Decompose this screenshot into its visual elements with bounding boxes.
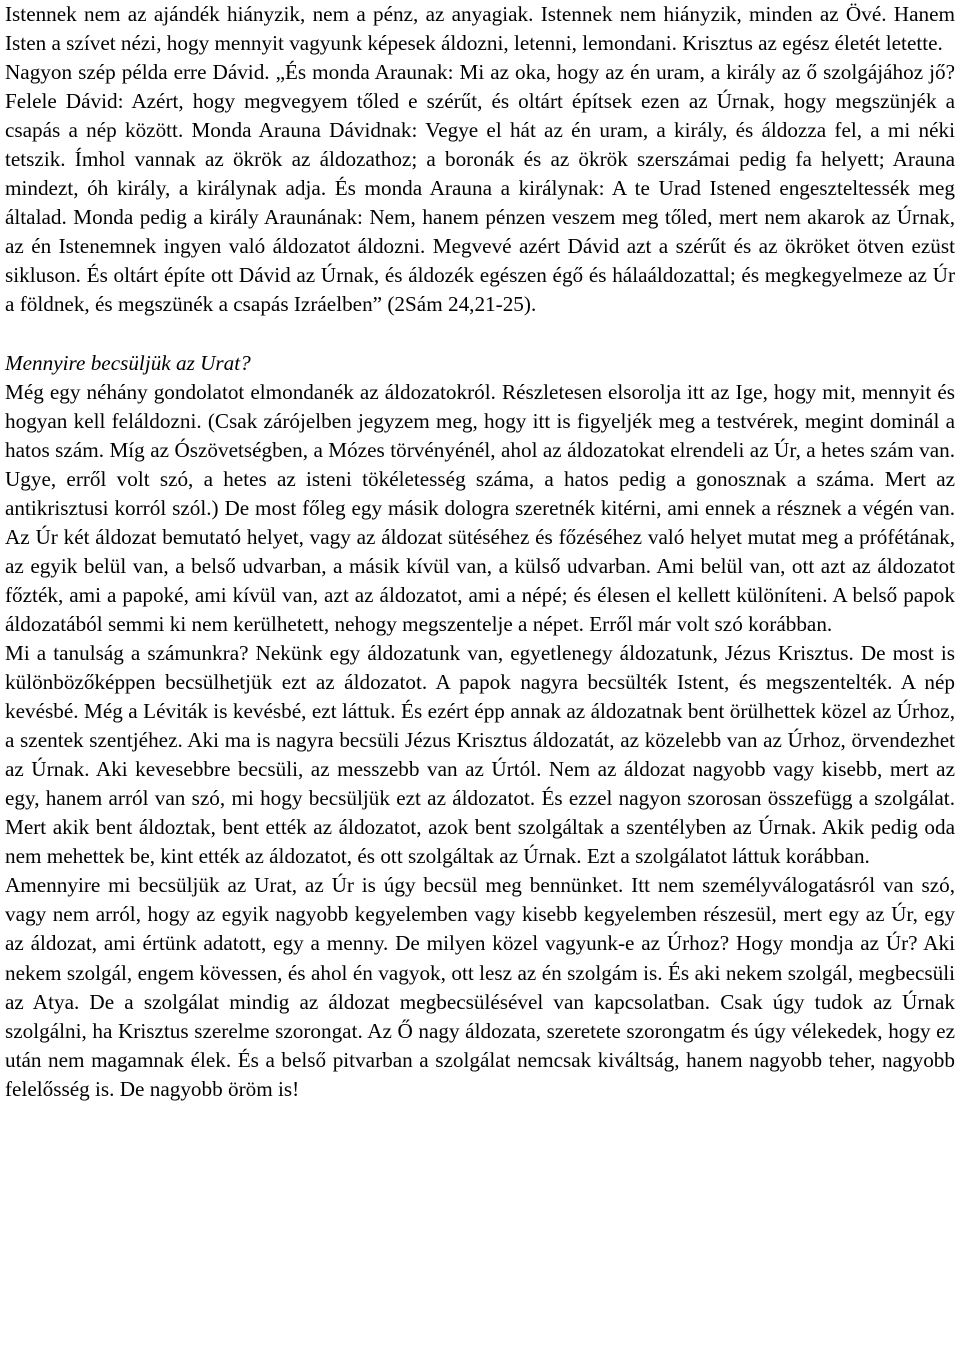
paragraph-david-arauna: Nagyon szép példa erre Dávid. „És monda Araunak: Mi az oka, hogy az én uram, a király az ő szolgájához jő? Felele Dávid: Azért, hogy megvegyem tőled e szérűt, és oltárt építsek ezen az Úrnak, hogy megszünjék a csapás a nép között. Monda Arauna Dávidnak: Vegye el hát az én uram, a király, és áldozza fel, a mi néki tetszik. Ímhol vannak az ökrök az áldozathoz; a boronák és az ökrök szerszámai pedig fa helyett; Arauna mindezt, óh király, a királynak adja. És monda Arauna a királynak: A te Urad Istened engeszteltessék meg általad. Monda pedig a király Araunának: Nem, hanem pénzen veszem meg tőled, mert nem akarok az Úrnak, az én Istenemnek ingyen való áldozatot áldozni. Megvevé azért Dávid azt a szérűt és az ökröket ötven ezüst sikluson. És oltárt építe ott Dávid az Úrnak, és áldozék egészen égő és hálaáldozattal; és megkegyelmeze az Úr a földnek, és megszünék a csapás Izráelben” (2Sám 24,21-25). bbox=[5, 60, 955, 317]
paragraph-intro: Istennek nem az ajándék hiányzik, nem a pénz, az anyagiak. Istennek nem hiányzik, minden az Övé. Hanem Isten a szívet nézi, hogy mennyit vagyunk képesek áldozni, letenni, lemondani. Krisztus az egész életét letette. bbox=[5, 2, 955, 56]
paragraph-esteem: Amennyire mi becsüljük az Urat, az Úr is úgy becsül meg bennünket. Itt nem személyválogatásról van szó, vagy nem arról, hogy az egyik nagyobb kegyelemben vagy kisebb kegyelemben részesül, mert egy az Úr, egy az áldozat, ami értünk adatott, egy a menny. De milyen közel vagyunk-e az Úrhoz? Hogy mondja az Úr? Aki nekem szolgál, engem kövessen, és ahol én vagyok, ott lesz az én szolgám is. És aki nekem szolgál, megbecsüli az Atya. De a szolgálat mindig az áldozat megbecsülésével van kapcsolatban. Csak úgy tudok az Úrnak szolgálni, ha Krisztus szerelme szorongat. Az Ő nagy áldozata, szeretete szorongatm és úgy vélekedek, hogy ez után nem magamnak élek. És a belső pitvarban a szolgálat nemcsak kiváltság, hanem nagyobb teher, nagyobb felelősség is. De nagyobb öröm is! bbox=[5, 873, 955, 1101]
paragraph-lesson: Mi a tanulság a számunkra? Nekünk egy áldozatunk van, egyetlenegy áldozatunk, Jézus Krisztus. De most is különbözőképpen becsülhetjük ezt az áldozatot. A papok nagyra becsülték Istent, és megszentelték. A nép kevésbé. Még a Léviták is kevésbé, ezt láttuk. És ezért épp annak az áldozatnak bent örülhettek közel az Úrhoz, a szentek szentjéhez. Aki ma is nagyra becsüli Jézus Krisztus áldozatát, az közelebb van az Úrhoz, örvendezhet az Úrnak. Aki kevesebbre becsüli, az messzebb van az Úrtól. Nem az áldozat nagyobb vagy kisebb, mert az egy, hanem arról van szó, mi hogy becsüljük ezt az áldozatot. És ezzel nagyon szorosan összefügg a szolgálat. Mert akik bent áldoztak, bent ették az áldozatot, azok bent szolgáltak a szentélyben az Úrnak. Akik pedig oda nem mehettek be, kint ették az áldozatot, és ott szolgáltak az Úrnak. Ezt a szolgálatot láttuk korábban. bbox=[5, 640, 955, 869]
section-heading: Mennyire becsüljük az Urat? bbox=[5, 350, 251, 375]
paragraph-spacer bbox=[5, 320, 955, 349]
paragraph-sacrifices: Még egy néhány gondolatot elmondanék az áldozatokról. Részletesen elsorolja itt az Ige, hogy mit, mennyit és hogyan kell feláldozni. (Csak zárójelben jegyzem meg, hogy itt is figyeljék meg a testvérek, megint dominál a hatos szám. Míg az Ószövetségben, a Mózes törvényénél, ahol az áldozatokat elrendeli az Úr, a hetes szám van. Ugye, erről volt szó, a hetes az isteni tökéletesség száma, a hatos pedig a gonosznak a száma. Mert az antikrisztusi korról szól.) De most főleg egy másik dologra szeretnék kitérni, ami ennek a résznek a végén van. Az Úr két áldozat bemutató helyet, vagy az áldozat sütéséhez és főzéséhez való helyet mutat meg a prófétának, az egyik belül van, a belső udvarban, a másik kívül van, a külső udvarban. Ami belül van, ott azt az áldozatot főzték, ami a papoké, ami kívül van, azt az áldozatot, ami a népé; és élesen el kellett különíteni. A belső papok áldozatából semmi ki nem kerülhetett, nehogy megszentelje a népet. Erről már volt szó korábban. bbox=[5, 379, 955, 636]
